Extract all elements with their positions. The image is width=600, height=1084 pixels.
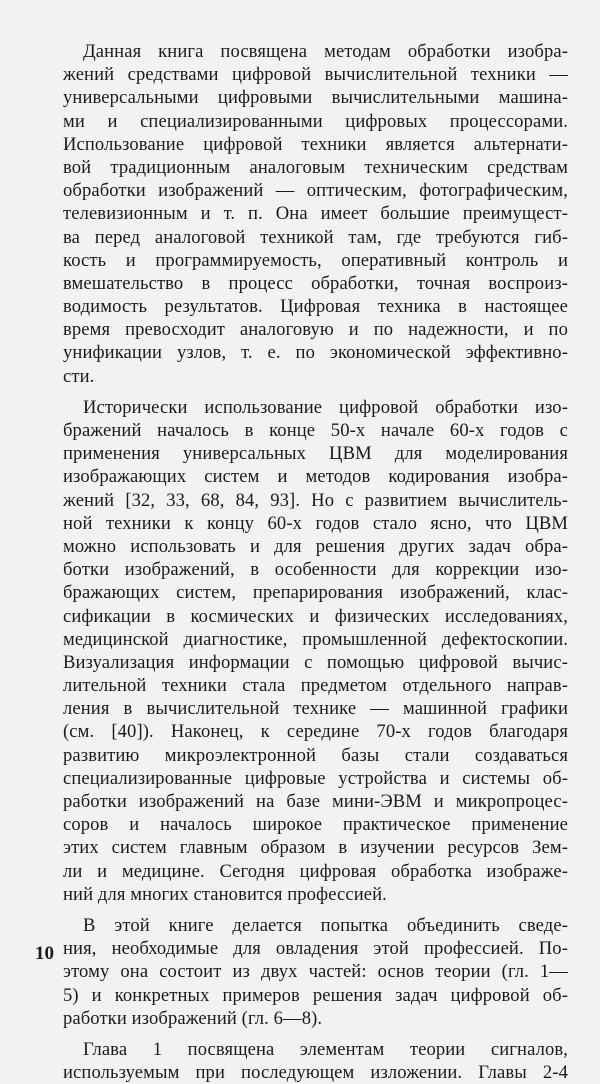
text-line: ботки изображений, в особенности для коррекции изо- xyxy=(63,559,568,581)
paragraph-2 xyxy=(63,396,568,906)
text-line: универсальными цифровыми вычислительными машина- xyxy=(63,87,568,109)
text-line: вой традиционным аналоговым техническим средствам xyxy=(63,156,568,178)
text-line: ления в вычислительной технике — машинной графики xyxy=(63,698,568,720)
text-body xyxy=(63,40,568,1084)
text-line: работки изображений на базе мини-ЭВМ и микропроцес- xyxy=(63,791,568,812)
text-line: вмешательство в процесс обработки, точная воспроиз- xyxy=(63,272,568,294)
text-line: бражающих систем, препарирования изображений, клас- xyxy=(63,582,568,604)
text-line: специализированные цифровые устройства и системы об- xyxy=(63,767,568,789)
text-line: медицинской диагностике, промышленной дефектоскопии. xyxy=(63,628,568,650)
text-line: (см. [40]). Наконец, к середине 70-х годов благодаря xyxy=(63,721,568,743)
text-line: обработки изображений — оптическим, фотографическим, xyxy=(63,180,568,202)
text-line: ми и специализированными цифровых процессорами. xyxy=(63,110,568,132)
paragraph-1 xyxy=(63,40,568,388)
text-line: соров и началось широкое практическое применение xyxy=(63,814,568,836)
text-line: лительной техники стала предметом отдельного направ- xyxy=(63,675,568,697)
page-number: 10 xyxy=(35,943,54,964)
text-line: кость и программируемость, оперативный контроль и xyxy=(63,249,568,271)
paragraph-3 xyxy=(63,914,568,1030)
text-line: Исторически использование цифровой обработки изо- xyxy=(83,396,568,418)
text-line: ва перед аналоговой техникой там, где требуются гиб- xyxy=(63,226,568,248)
text-line: ной техники к концу 60-х годов стало ясно, что ЦВМ xyxy=(63,512,568,534)
text-line: работки изображений (гл. 6—8). xyxy=(63,1007,323,1029)
text-line: можно использовать и для решения других задач обра- xyxy=(63,535,568,557)
text-line: развитию микроэлектронной базы стали создаваться xyxy=(63,744,568,766)
text-line: изображающих систем и методов кодирования изобра- xyxy=(63,466,568,488)
text-line: водимость результатов. Цифровая техника в настоящее xyxy=(63,296,568,318)
text-line: время превосходит аналоговую и по надежности, и по xyxy=(63,319,568,341)
text-line: сти. xyxy=(63,365,95,387)
text-line: применения универсальных ЦВМ для моделирования xyxy=(63,443,568,465)
text-line: ли и медицине. Сегодня цифровая обработка изображе- xyxy=(63,860,568,882)
text-line: бражений началось в конце 50-х начале 60-х годов с xyxy=(63,420,568,441)
text-line: В этой книге делается попытка объединить сведе- xyxy=(83,914,568,936)
text-line: этих систем главным образом в изучении ресурсов Зем- xyxy=(63,837,568,859)
text-line: телевизионным и т. п. Она имеет большие преимущест- xyxy=(63,203,568,225)
text-line: ния, необходимые для овладения этой профессией. По- xyxy=(63,938,568,960)
text-line: Глава 1 посвящена элементам теории сигналов, xyxy=(83,1038,568,1060)
paragraph-4 xyxy=(63,1038,568,1084)
text-line: жений средствами цифровой вычислительной техники — xyxy=(63,64,568,86)
text-line: 5) и конкретных примеров решения задач цифровой об- xyxy=(63,984,568,1006)
text-line: этому она состоит из двух частей: основ теории (гл. 1— xyxy=(63,961,568,983)
text-line: сификации в космических и физических исследованиях, xyxy=(63,605,568,627)
text-line: используемым при последующем изложении. Главы 2-4 xyxy=(63,1062,568,1084)
text-line: Использование цифровой техники является альтернати- xyxy=(63,133,568,155)
text-line: Визуализация информации с помощью цифровой вычис- xyxy=(63,651,568,673)
text-line: унификации узлов, т. е. по экономической эффективно- xyxy=(63,342,568,364)
text-line: ний для многих становится профессией. xyxy=(63,883,387,905)
text-line: жений [32, 33, 68, 84, 93]. Но с развитием вычислитель- xyxy=(63,489,568,511)
text-line: Данная книга посвящена методам обработки изобра- xyxy=(83,41,568,62)
